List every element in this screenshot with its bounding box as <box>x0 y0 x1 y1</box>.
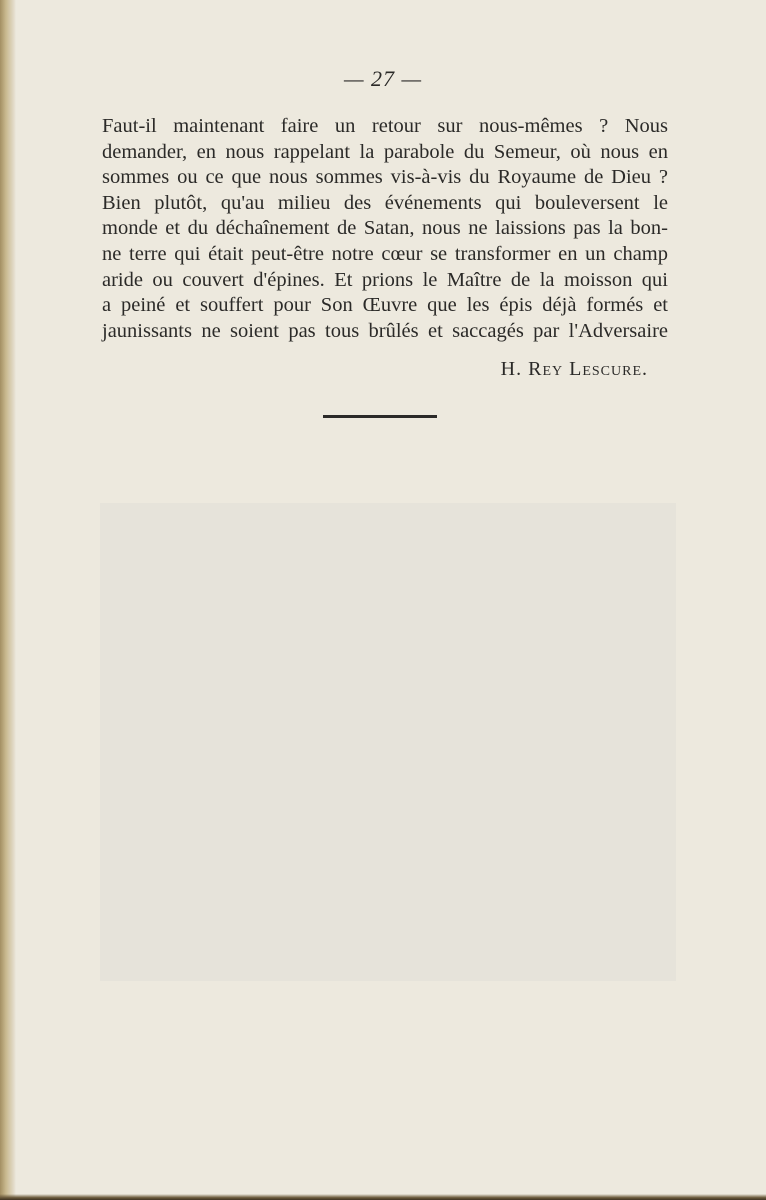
page-bottom-edge <box>0 1194 766 1200</box>
text-line: aride ou couvert d'épines. Et prions le Maître de la moisson qui <box>102 268 668 291</box>
body-paragraph <box>102 114 668 344</box>
section-divider <box>323 415 437 418</box>
text-line: demander, en nous rappelant la parabole du Semeur, où nous en <box>102 140 668 163</box>
text-line: Faut-il maintenant faire un retour sur nous-mêmes ? Nous <box>102 115 668 137</box>
text-line: monde et du déchaînement de Satan, nous ne laissions pas la bon- <box>102 217 668 240</box>
page-number: — 27 — <box>343 66 423 91</box>
text-line: Bien plutôt, qu'au milieu des événements qui bouleversent le <box>102 191 668 214</box>
author-signature: H. Rey Lescure. <box>500 358 648 380</box>
blank-image-area <box>100 503 676 981</box>
text-line: ne terre qui était peut-être notre cœur se transformer en un champ <box>102 242 668 265</box>
page-left-edge <box>0 0 16 1200</box>
text-line: jaunissants ne soient pas tous brûlés et saccagés par l'Adversaire <box>102 319 668 342</box>
text-line: a peiné et souffert pour Son Œuvre que les épis déjà formés et <box>102 294 668 317</box>
text-line: sommes ou ce que nous sommes vis-à-vis du Royaume de Dieu ? <box>102 166 668 189</box>
